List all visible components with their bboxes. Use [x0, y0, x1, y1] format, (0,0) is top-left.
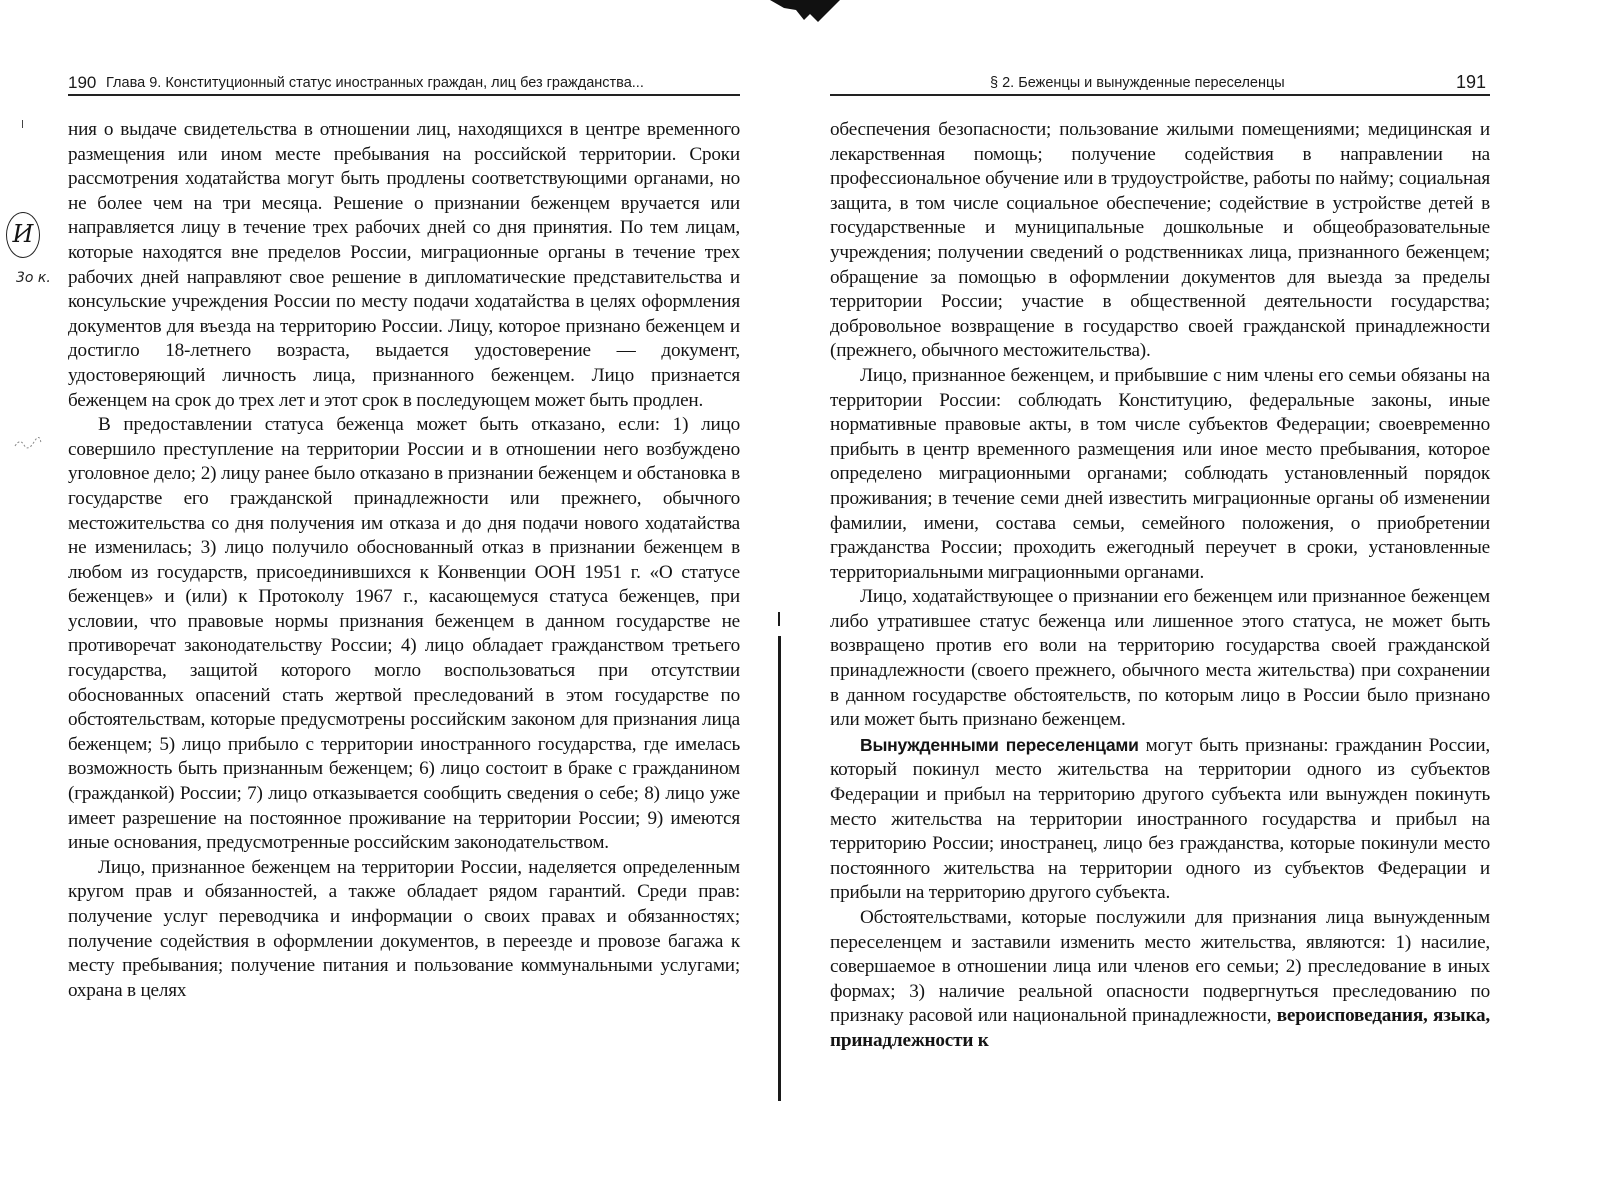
- right-paragraph-4: [830, 733, 1490, 906]
- right-page-body: [830, 118, 1490, 1054]
- margin-tick: [22, 120, 23, 128]
- left-page-body: [68, 118, 740, 1003]
- handwritten-margin-note: 3о к.: [16, 270, 51, 286]
- gutter-mark-small: [778, 612, 780, 626]
- right-running-title: § 2. Беженцы и вынужденные переселенцы: [990, 75, 1285, 91]
- right-running-head: [830, 64, 1490, 96]
- circumstances-bold-tail: вероисповедания, языка, принадлежности к: [830, 1005, 1491, 1051]
- left-page: [68, 64, 740, 1003]
- right-paragraph-1: обеспечения безопасности; пользование жилыми помещениями; медицинская и лекарственная помощь; получение содействия в направлении на профессиональное обучение или в трудоустройстве, работы по найму; социальная защита, в том числе социальное обеспечение; содействие в устройстве детей в государственные и муниципальные дошкольные и общеобразовательные учреждения; получении сведений о родственниках лица, признанного беженцем; обращение за помощью в оформлении документов для выезда за пределы территории России; участие в общественной деятельности государства; добровольное возвращение в государство своей гражданской принадлежности (прежнего, обычного местожительства).: [830, 119, 1490, 362]
- left-paragraph-2: В предоставлении статуса беженца может быть отказано, если: 1) лицо совершило преступление на территории России и в отношении него возбуждено уголовное дело; 2) лицу ранее было отказано в признании беженцем и обстановка в государстве его гражданской принадлежности или прежнего, обычного местожительства со дня получения им отказа и до дня подачи нового ходатайства не изменилась; 3) лицо получило обоснованный отказ в признании беженцем в любом из государств, присоединившихся к Конвенции ООН 1951 г. «О статусе беженцев» и (или) к Протоколу 1967 г., касающемуся статуса беженцев, при условии, что правовые нормы признания беженцем в данном государстве не противоречат законодательству России; 4) лицо обладает гражданством третьего государства, защитой которого могло воспользоваться при отсутствии обоснованных опасений стать жертвой преследований в этом государстве по обстоятельствам, которые предусмотрены российским законом для признания лица беженцем; 5) лицо прибыло с территории иностранного государства, где имелась возможность быть признанным беженцем; 6) лицо состоит в браке с гражданином (гражданкой) России; 7) лицо отказывается сообщить сведения о себе; 8) лицо уже имеет разрешение на постоянное проживание на территории России; 9) имеются иные основания, предусмотренные российским законодательством.: [68, 414, 740, 854]
- handwritten-circled-letter: И: [6, 212, 40, 258]
- right-paragraph-3: Лицо, ходатайствующее о признании его беженцем или признанное беженцем либо утратившее статус беженца или лишенное этого статуса, не может быть возвращено против его воли на территорию государства своей гражданской принадлежности (своего прежнего, обычного места жительства) при сохранении в данном государстве обстоятельств, по которым лицо в России было признано или может быть признано беженцем.: [830, 586, 1490, 731]
- left-running-head: [68, 64, 740, 96]
- term-definition: могут быть признаны: гражданин России, который покинул место жительства на территории одного из субъектов Федерации и прибыл на территорию другого субъекта или вынужден покинуть место жительства на территории иностранного государства и прибыл на территорию России; иностранец, лицо без гражданства, которые покинули место постоянного жительства на территории одного из субъектов Федерации и прибыли на территорию другого субъекта.: [830, 734, 1490, 904]
- left-paragraph-1: ния о выдаче свидетельства в отношении лиц, находящихся в центре временного размещения или ином месте пребывания на российской территории. Сроки рассмотрения ходатайства могут быть продлены соответствующими органами, но не более чем на три месяца. Решение о признании беженцем вручается или направляется лицу в течение трех рабочих дней со дня принятия. По тем лицам, которые находятся вне пределов России, миграционные органы в течение трех рабочих дней направляют свое решение в дипломатические представительства и консульские учреждения России по месту подачи ходатайства в целях оформления документов для въезда на территорию России. Лицу, которое признано беженцем и достигло 18-летнего возраста, выдается удостоверение — документ, удостоверяющий личность лица, признанного беженцем. Лицо признается беженцем на срок до трех лет и этот срок в последующем может быть продлен.: [68, 119, 740, 411]
- right-page-number: 191: [1455, 72, 1486, 92]
- left-paragraph-3: Лицо, признанное беженцем на территории России, наделяется определенным кругом прав и обязанностей, а также обладает рядом гарантий. Среди прав: получение услуг переводчика и информации о своих правах и обязанностях; получение содействия в оформлении документов, в переезде и провозе багажа к месту пребывания; получение питания и пользование коммунальными услугами; охрана в целях: [68, 856, 740, 1001]
- right-paragraph-5: [830, 906, 1490, 1054]
- left-running-title: Глава 9. Конституционный статус иностранных граждан, лиц без гражданства...: [106, 75, 644, 91]
- gutter-line: [778, 636, 781, 1101]
- right-page: [830, 64, 1490, 1054]
- circumstances-text: Обстоятельствами, которые послужили для признания лица вынужденным переселенцем и заставили изменить место жительства, являются: 1) насилие, совершаемое в отношении лица или членов его семьи; 2) преследование в иных формах; 3) наличие реальной опасности подвергнуться преследованию по признаку расовой или национальной принадлежности,: [830, 907, 1490, 1027]
- ink-blot: [760, 0, 850, 30]
- left-page-number: 190: [68, 73, 97, 92]
- term-forced-migrants: Вынужденными переселенцами: [860, 734, 1139, 755]
- pencil-scribble: [14, 436, 42, 450]
- right-paragraph-2: Лицо, признанное беженцем, и прибывшие с ним члены его семьи обязаны на территории России: соблюдать Конституцию, федеральные законы, иные нормативные правовые акты, в том числе субъектов Федерации; своевременно прибыть в центр временного размещения или иное место пребывания, которое определено миграционными органами; соблюдать установленный порядок проживания; в течение семи дней известить миграционные органы об изменении фамилии, имени, состава семьи, семейного положения, о приобретении гражданства России; проходить ежегодный переучет в сроки, установленные территориальными миграционными органами.: [830, 364, 1490, 583]
